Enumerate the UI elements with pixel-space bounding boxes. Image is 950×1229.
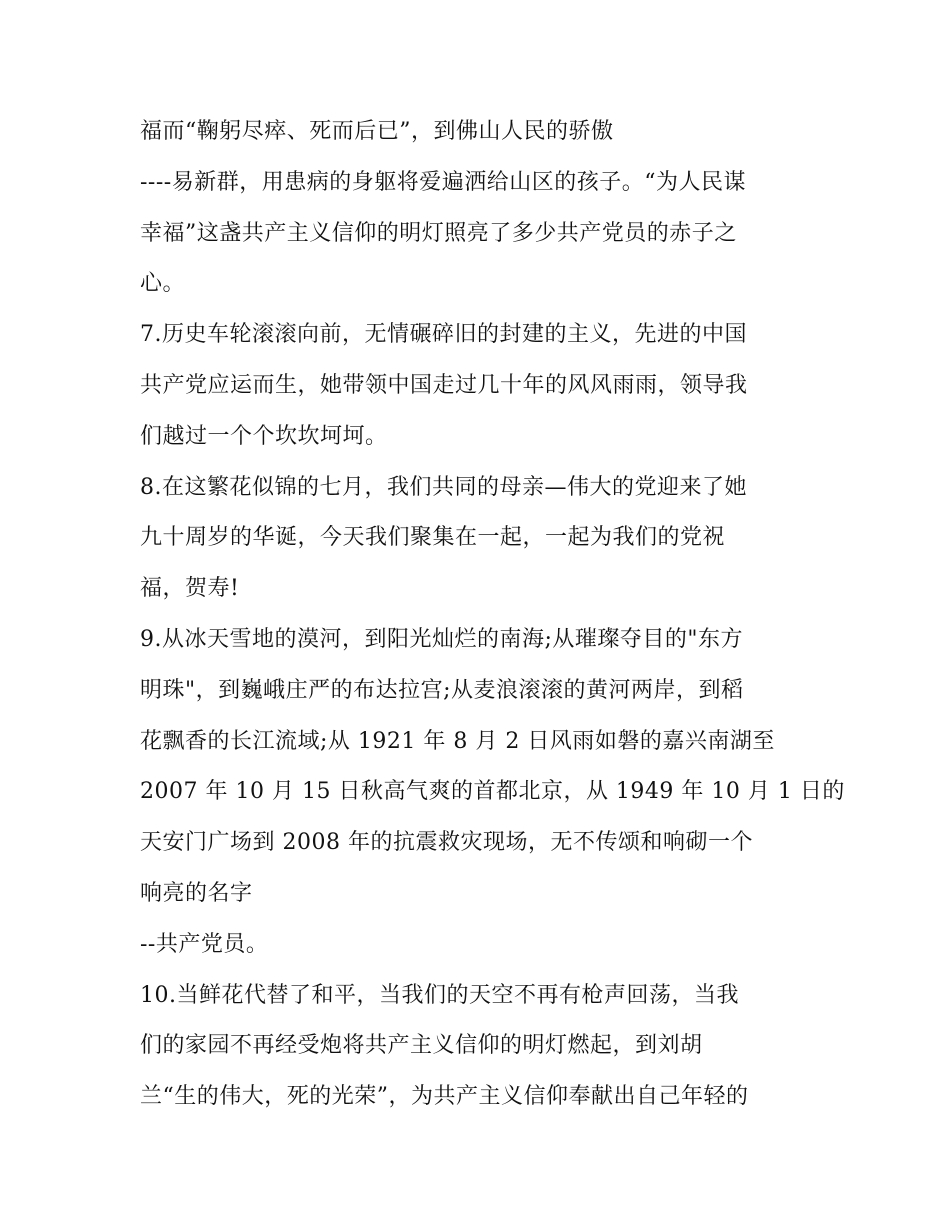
text-line: 8.在这繁花似锦的七月，我们共同的母亲—伟大的党迎来了她 — [140, 474, 747, 500]
text-line: ----易新群，用患病的身躯将爱遍洒给山区的孩子。“为人民谋 — [140, 169, 746, 195]
text-line: 10.当鲜花代替了和平，当我们的天空不再有枪声回荡，当我 — [140, 982, 739, 1008]
text-line: 兰“生的伟大，死的光荣”，为共产主义信仰奉献出自己年轻的 — [140, 1084, 749, 1110]
text-line: 7.历史车轮滚滚向前，无情碾碎旧的封建的主义，先进的中国 — [140, 322, 747, 348]
text-line: 们越过一个个坎坎坷坷。 — [140, 423, 388, 449]
text-line: 响亮的名字 — [140, 880, 253, 906]
text-line: 福，贺寿! — [140, 576, 240, 602]
text-line: 天安门广场到 2008 年的抗震救灾现场，无不传颂和响砌一个 — [140, 830, 753, 856]
body-text — [140, 107, 845, 1123]
text-line: --共产党员。 — [140, 931, 269, 957]
text-line: 共产党应运而生，她带领中国走过几十年的风风雨雨，领导我 — [140, 372, 748, 398]
text-line: 九十周岁的华诞，今天我们聚集在一起，一起为我们的党祝 — [140, 525, 726, 551]
text-line: 福而“鞠躬尽瘁、死而后已”，到佛山人民的骄傲 — [140, 119, 614, 144]
text-line: 2007 年 10 月 15 日秋高气爽的首都北京，从 1949 年 10 月 1 日的 — [140, 779, 845, 805]
text-line: 们的家园不再经受炮将共产主义信仰的明灯燃起，到刘胡 — [140, 1033, 703, 1059]
text-line: 花飘香的长江流域;从 1921 年 8 月 2 日风雨如磐的嘉兴南湖至 — [140, 728, 775, 754]
text-line: 明珠"，到巍峨庄严的布达拉宫;从麦浪滚滚的黄河两岸，到稻 — [140, 677, 744, 703]
text-line: 9.从冰天雪地的漠河，到阳光灿烂的南海;从璀璨夺目的"东方 — [140, 626, 744, 652]
text-line: 心。 — [140, 271, 186, 297]
text-line: 幸福”这盏共产主义信仰的明灯照亮了多少共产党员的赤子之 — [140, 220, 737, 246]
